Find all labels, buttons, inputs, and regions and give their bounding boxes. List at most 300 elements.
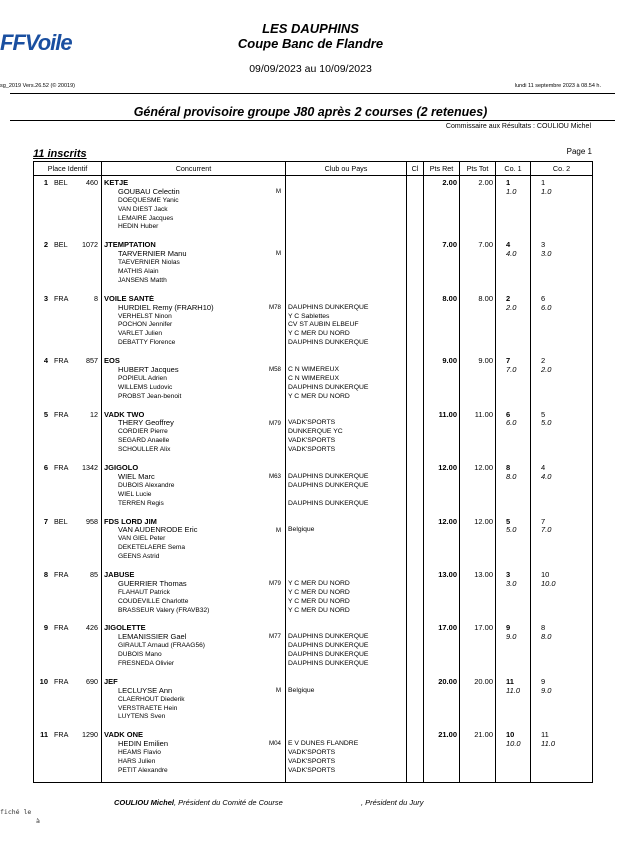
place-identif-cell [34, 461, 102, 514]
crew-member: HEDIN Huber [118, 223, 159, 231]
blank-line [36, 197, 99, 206]
pts-ret: 12.00 [438, 464, 457, 473]
table-row [34, 176, 593, 239]
skipper-name: GOUBAU Celectin [118, 187, 180, 196]
race2-points: 5.0 [541, 419, 552, 428]
skipper-name: HUBERT Jacques [118, 366, 179, 375]
sail-country: FRA [54, 464, 69, 473]
skipper-name: HURDIEL Remy (FRARH10) [118, 303, 214, 312]
sail-number: 1342 [82, 464, 98, 473]
print-timestamp: lundi 11 septembre 2023 à 08.54 h. [514, 83, 601, 89]
club-name: DUNKERQUE YC [288, 428, 343, 436]
club-name [288, 188, 404, 197]
crew-member: SEGARD Anaelle [118, 437, 170, 445]
crew-member: COUDEVILLE Charlotte [118, 597, 189, 605]
club-name [288, 357, 404, 366]
age-category: M79 [268, 419, 281, 427]
posting-stamp [0, 808, 40, 826]
blank-line [36, 633, 99, 642]
crew-member: GEENS Astrid [118, 553, 160, 561]
crew-member: TERREN Regis [118, 499, 164, 507]
blank-line [36, 758, 99, 767]
blank-line [36, 589, 99, 598]
club-name: VADK'SPORTS [288, 446, 336, 454]
cl-cell [407, 408, 424, 461]
crew-member: VARLET Julien [118, 330, 163, 338]
sail-number: 426 [86, 624, 98, 633]
club-name: Belgique [288, 526, 315, 534]
pts-tot: 9.00 [478, 357, 493, 366]
sail-country: FRA [54, 294, 69, 303]
sail-number: 1072 [82, 241, 98, 250]
blank-line [36, 767, 99, 776]
pts-tot-cell [460, 728, 496, 782]
pts-tot: 17.00 [474, 624, 493, 633]
place-line [36, 464, 99, 473]
race2-cell [531, 515, 593, 568]
blank-line [36, 660, 99, 669]
table-row [34, 728, 593, 782]
club-name [288, 268, 404, 277]
race2-place: 6 [541, 294, 546, 303]
place-line [36, 518, 99, 527]
place-line [36, 411, 99, 420]
age-category: M [275, 250, 281, 258]
sail-country: BEL [54, 517, 68, 526]
club-cell [286, 728, 407, 782]
club-name [288, 696, 404, 705]
skipper-name: WIEL Marc [118, 472, 155, 481]
club-name: DAUPHINS DUNKERQUE [288, 339, 369, 347]
sail-number: 690 [86, 677, 98, 686]
race1-place: 5 [506, 517, 511, 526]
crew-member: LEMAIRE Jacques [118, 214, 174, 222]
affiche-time: à [36, 817, 40, 825]
crew-member: WIEL Lucie [118, 490, 152, 498]
club-name: VADK'SPORTS [288, 749, 336, 757]
crew-member: VAN GIEL Peter [118, 535, 166, 543]
club-cell [286, 354, 407, 407]
boat-name: JTEMPTATION [104, 241, 156, 250]
club-name: Y C MER DU NORD [288, 330, 350, 338]
pts-ret-cell [424, 515, 460, 568]
cl-cell [407, 292, 424, 354]
club-name [288, 731, 404, 740]
race1-cell [496, 728, 531, 782]
blank-line [36, 313, 99, 322]
pts-ret: 8.00 [442, 294, 457, 303]
col-concurrent: Concurrent [102, 162, 286, 176]
concurrent-cell [102, 675, 286, 728]
place: 8 [43, 570, 48, 579]
blank-line [36, 250, 99, 259]
sail-number: 8 [94, 294, 98, 303]
place: 9 [43, 624, 48, 633]
sail-country: FRA [54, 410, 69, 419]
place-identif-cell [34, 292, 102, 354]
race2-place: 8 [541, 624, 546, 633]
race1-points: 10.0 [506, 740, 521, 749]
pts-ret-cell [424, 621, 460, 674]
blank-line [36, 482, 99, 491]
blank-line [36, 580, 99, 589]
concurrent-cell [102, 728, 286, 782]
club-cell [286, 461, 407, 514]
race2-points: 1.0 [541, 187, 552, 196]
crew-member: PETIT Alexandre [118, 766, 168, 774]
boat-name: KETJE [104, 179, 129, 187]
race2-cell [531, 176, 593, 239]
pts-ret-cell [424, 675, 460, 728]
club-name: Belgique [288, 686, 315, 694]
pts-ret: 11.00 [438, 410, 457, 419]
club-name: Y C Sablettes [288, 312, 330, 320]
blank-line [36, 366, 99, 375]
sail-number: 12 [90, 410, 98, 419]
sail-country: FRA [54, 624, 69, 633]
race1-place: 3 [506, 570, 511, 579]
race2-points: 8.0 [541, 633, 552, 642]
place: 4 [43, 357, 48, 366]
club-name [288, 241, 404, 250]
place: 5 [43, 410, 48, 419]
col-place-identif: Place Identif [34, 162, 102, 176]
place: 10 [39, 677, 48, 686]
race1-place: 4 [506, 241, 511, 250]
blank-line [36, 384, 99, 393]
crew-member: VERHELST Ninon [118, 312, 172, 320]
club-name: DAUPHINS DUNKERQUE [288, 651, 369, 659]
pts-tot-cell [460, 292, 496, 354]
skipper-name: VAN AUDENRODE Eric [118, 526, 198, 535]
boat-name: FDS LORD JIM [104, 517, 157, 526]
pts-ret: 12.00 [438, 517, 457, 526]
age-category: M04 [268, 740, 281, 748]
pts-ret-cell [424, 408, 460, 461]
col-co2: Co. 2 [531, 162, 593, 176]
pts-tot: 7.00 [478, 241, 493, 250]
affiche-date: fiché le [0, 808, 32, 816]
blank-line [36, 223, 99, 232]
pts-tot-cell [460, 354, 496, 407]
event-title [0, 21, 621, 51]
race2-place: 7 [541, 517, 546, 526]
blank-line [36, 553, 99, 562]
concurrent-cell [102, 515, 286, 568]
pts-ret-cell [424, 176, 460, 239]
crew-member: DOEQUESME Yanic [118, 196, 179, 204]
blank-line [36, 428, 99, 437]
club-cell [286, 675, 407, 728]
blank-line [36, 526, 99, 535]
club-name [288, 259, 404, 268]
crew-member: CLAERHOUT Diederik [118, 695, 185, 703]
crew-member: PROBST Jean-benoit [118, 392, 182, 400]
blank-line [36, 393, 99, 402]
club-name [288, 179, 404, 188]
page-number: Page 1 [566, 147, 592, 156]
pts-ret-cell [424, 292, 460, 354]
table-row [34, 238, 593, 291]
pts-ret: 9.00 [442, 357, 457, 366]
place-identif-cell [34, 621, 102, 674]
race2-place: 10 [541, 570, 550, 579]
concurrent-cell [102, 354, 286, 407]
race1-cell [496, 238, 531, 291]
blank-line [36, 206, 99, 215]
boat-name: JGIGOLO [104, 464, 139, 473]
club-name: DAUPHINS DUNKERQUE [288, 303, 369, 311]
club-name: Y C MER DU NORD [288, 392, 350, 400]
club-name: VADK'SPORTS [288, 437, 336, 445]
cl-cell [407, 461, 424, 514]
crew-member: CORDIER Pierre [118, 428, 168, 436]
race2-cell [531, 675, 593, 728]
race2-points: 11.0 [541, 740, 556, 749]
header-divider [10, 93, 615, 94]
place-line [36, 295, 99, 304]
race2-cell [531, 238, 593, 291]
club-name: DAUPHINS DUNKERQUE [288, 472, 369, 480]
crew-member: FRESNEDA Olivier [118, 659, 175, 667]
crew-member: SCHOULLER Alix [118, 446, 171, 454]
pts-tot: 13.00 [474, 570, 493, 579]
blank-line [36, 500, 99, 509]
race1-place: 7 [506, 357, 511, 366]
skipper-name: LEMANISSIER Gael [118, 633, 187, 642]
age-category: M78 [268, 303, 281, 311]
president-course [114, 798, 283, 807]
race2-place: 2 [541, 357, 546, 366]
race2-place: 11 [541, 731, 549, 740]
club-name [288, 277, 404, 286]
concurrent-cell [102, 461, 286, 514]
race2-points: 9.0 [541, 686, 552, 695]
crew-member: TAEVERNIER Niolas [118, 259, 180, 267]
boat-name: VADK ONE [104, 731, 144, 740]
pts-tot: 11.00 [474, 410, 493, 419]
cl-cell [407, 176, 424, 239]
skipper-name: HEDIN Emilien [118, 740, 169, 749]
crew-member: GIRAULT Arnaud (FRAAG56) [118, 642, 205, 650]
crew-member: POCHON Jennifer [118, 321, 173, 329]
place-identif-cell [34, 408, 102, 461]
table-header [34, 162, 593, 176]
club-cell [286, 408, 407, 461]
crew-member: VAN DIEST Jack [118, 205, 168, 213]
club-name [288, 535, 404, 544]
place: 3 [43, 294, 48, 303]
boat-name: VOILE SANTÉ [104, 294, 155, 303]
pts-tot: 2.00 [478, 179, 493, 187]
club-cell [286, 568, 407, 621]
pts-tot: 20.00 [474, 677, 493, 686]
club-name: DAUPHINS DUNKERQUE [288, 659, 369, 667]
race2-cell [531, 621, 593, 674]
race2-place: 9 [541, 677, 546, 686]
club-name [288, 624, 404, 633]
race1-cell [496, 621, 531, 674]
crew-member: BRASSEUR Valery (FRAVB32) [118, 606, 210, 614]
club-name: VADK'SPORTS [288, 766, 336, 774]
place-line [36, 241, 99, 250]
event-name: LES DAUPHINS [262, 21, 359, 36]
age-category: M [275, 526, 281, 534]
crew-member: POPIEUL Adrien [118, 374, 167, 382]
blank-line [36, 696, 99, 705]
crew-member: HEAMS Flavio [118, 749, 161, 757]
blank-line [36, 642, 99, 651]
blank-line [36, 268, 99, 277]
blank-line [36, 705, 99, 714]
club-name: DAUPHINS DUNKERQUE [288, 383, 369, 391]
cl-cell [407, 568, 424, 621]
race2-cell [531, 354, 593, 407]
place-identif-cell [34, 675, 102, 728]
crew-member: HARS Julien [118, 757, 156, 765]
competition-name: Coupe Banc de Flandre [237, 36, 384, 51]
place-line [36, 678, 99, 687]
blank-line [36, 188, 99, 197]
sail-country: FRA [54, 731, 69, 740]
age-category: M58 [268, 366, 281, 374]
sail-country: BEL [54, 241, 68, 250]
race1-cell [496, 292, 531, 354]
boat-name: JIGOLETTE [104, 624, 146, 633]
crew-member: DUBOIS Mano [118, 651, 162, 659]
concurrent-cell [102, 621, 286, 674]
place: 7 [43, 517, 48, 526]
race1-cell [496, 176, 531, 239]
pts-tot: 12.00 [474, 464, 493, 473]
club-name: DAUPHINS DUNKERQUE [288, 481, 369, 489]
pts-ret: 13.00 [438, 570, 457, 579]
pts-tot-cell [460, 621, 496, 674]
sail-country: FRA [54, 570, 69, 579]
club-cell [286, 292, 407, 354]
sail-number: 958 [86, 517, 98, 526]
race1-points: 9.0 [506, 633, 517, 642]
club-name [288, 411, 404, 420]
club-name: C N WIMEREUX [288, 366, 339, 374]
race1-points: 5.0 [506, 526, 517, 535]
race2-place: 3 [541, 241, 546, 250]
president-role: , Président du Comité de Course [174, 798, 283, 807]
boat-name: EOS [104, 357, 120, 366]
place-identif-cell [34, 728, 102, 782]
race1-points: 7.0 [506, 366, 517, 375]
sail-number: 857 [86, 357, 98, 366]
age-category: M [275, 188, 281, 195]
software-version: sg_2019 Vers.26.52 (© 20019) [0, 83, 75, 89]
blank-line [36, 535, 99, 544]
club-cell [286, 238, 407, 291]
event-dates: 09/09/2023 au 10/09/2023 [249, 63, 372, 75]
skipper-name: LECLUYSE Ann [118, 686, 173, 695]
place: 6 [43, 464, 48, 473]
col-cl: Cl [407, 162, 424, 176]
race2-cell [531, 568, 593, 621]
club-cell [286, 176, 407, 239]
cl-cell [407, 728, 424, 782]
skipper-name: TARVERNIER Manu [118, 250, 187, 259]
inscrits-count: 11 inscrits [33, 148, 87, 160]
place-identif-cell [34, 568, 102, 621]
race1-place: 10 [506, 731, 515, 740]
cl-cell [407, 238, 424, 291]
club-name [288, 223, 404, 232]
club-name [288, 250, 404, 259]
pts-ret: 21.00 [438, 731, 457, 740]
pts-tot-cell [460, 408, 496, 461]
boat-name: JABUSE [104, 570, 135, 579]
blank-line [36, 375, 99, 384]
boat-name: VADK TWO [104, 410, 145, 419]
crew-member: DUBOIS Alexandre [118, 481, 175, 489]
club-name: DAUPHINS DUNKERQUE [288, 499, 369, 507]
table-row [34, 354, 593, 407]
race2-points: 6.0 [541, 303, 552, 312]
skipper-name: THERY Geoffrey [118, 419, 174, 428]
blank-line [36, 544, 99, 553]
sail-number: 1290 [82, 731, 98, 740]
table-row [34, 568, 593, 621]
race2-place: 4 [541, 464, 546, 473]
club-name [288, 215, 404, 224]
race2-points: 3.0 [541, 250, 552, 259]
sail-country: BEL [54, 179, 68, 187]
club-name [288, 518, 404, 527]
crew-member: DEKETELAERE Sema [118, 544, 186, 552]
place-line [36, 571, 99, 580]
club-cell [286, 515, 407, 568]
race2-cell [531, 408, 593, 461]
pts-tot: 8.00 [478, 294, 493, 303]
race1-cell [496, 461, 531, 514]
crew-member: WILLEMS Ludovic [118, 383, 173, 391]
club-name [288, 206, 404, 215]
race1-points: 1.0 [506, 187, 517, 196]
blank-line [36, 304, 99, 313]
sail-number: 460 [86, 179, 98, 187]
results-table [33, 161, 593, 783]
club-name: CV ST AUBIN ELBEUF [288, 321, 359, 329]
race1-points: 6.0 [506, 419, 517, 428]
race2-cell [531, 728, 593, 782]
race1-points: 11.0 [506, 686, 521, 695]
place-line [36, 179, 99, 188]
race1-cell [496, 675, 531, 728]
race1-place: 1 [506, 179, 511, 187]
club-name: VADK'SPORTS [288, 419, 336, 427]
sail-number: 85 [90, 570, 98, 579]
club-name: Y C MER DU NORD [288, 588, 350, 596]
club-name [288, 678, 404, 687]
pts-tot-cell [460, 568, 496, 621]
race2-place: 5 [541, 410, 546, 419]
place-identif-cell [34, 176, 102, 239]
race1-points: 4.0 [506, 250, 517, 259]
blank-line [36, 651, 99, 660]
ffvoile-logo: FFVoile [0, 30, 72, 55]
race1-place: 6 [506, 410, 511, 419]
race1-cell [496, 354, 531, 407]
crew-member: JANSENS Matth [118, 276, 167, 284]
pts-ret: 7.00 [442, 241, 457, 250]
club-name: DAUPHINS DUNKERQUE [288, 642, 369, 650]
col-club: Club ou Pays [286, 162, 407, 176]
pts-ret-cell [424, 568, 460, 621]
